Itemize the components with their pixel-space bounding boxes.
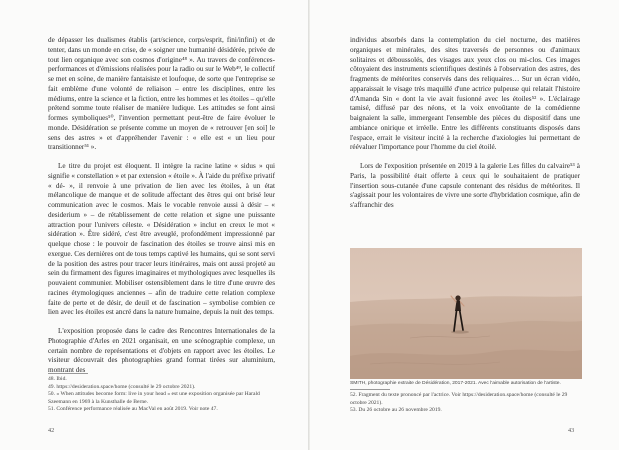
page-number: 42 (48, 427, 55, 434)
right-footnotes (350, 392, 580, 415)
footnote: 52. Fragment du texte prononcé par l'actrice. Voir https://desideration.space/home (consulté le 29 octobre 2021). (350, 392, 568, 406)
right-page (310, 0, 619, 450)
left-body-text (48, 36, 275, 376)
footnote-rule (48, 373, 88, 374)
footnote: 48. Ibid. (48, 376, 67, 382)
left-paragraph-3: L'exposition proposée dans le cadre des Rencontres Internationales de la Photographie d'Arles en 2021 organisait, en une scénographie complexe, un certain nombre de représentations et d'objets en rapport avec les étoiles. Le visiteur découvrait des photographies grand format tirées sur aluminium, montrant des (48, 327, 275, 374)
photo-caption: SMITH, photographie extraite de Désidération, 2017-2021. Avec l'aimable autorisation de l'artiste. (350, 381, 561, 386)
footnote: 49. https://desideration.space/home (consulté le 29 octobre 2021). (48, 383, 196, 390)
page-number: 43 (568, 427, 575, 434)
footnote: 53. Du 26 octobre au 26 novembre 2019. (350, 407, 442, 414)
right-paragraph-1: individus absorbés dans la contemplation du ciel nocturne, des matières organiques et minérales, des sites traversés de personnes ou d'animaux solitaires et déboussolés, des visages aux yeux clos ou mi-clos. Ces images côtoyaient des instruments scientifiques destinés à l'observation des astres, des fragments de météorites conservés dans des reliquaires… Sur un écran vidéo, apparaissait le visage très maquillé d'une actrice pulpeuse qui relatait l'histoire d'Amanda Sin « dont la vie avait fusionné avec les étoiles⁵² ». L'éclairage tamisé, diffusé par des néons, et la voix envoûtante de la comédienne baignaient la salle, immergeant l'ensemble des pièces du dispositif dans une ambiance onirique et irréelle. Entre les différents constituants disposés dans l'espace, errait le visiteur incité à la recherche d'axiologies lui permettant de réévaluer l'importance pour l'homme du ciel étoilé. (350, 36, 580, 152)
right-body-text (350, 36, 580, 211)
left-footnotes (48, 376, 275, 414)
desert-photograph (350, 248, 582, 379)
left-paragraph-1: de dépasser les dualismes établis (art/science, corps/esprit, fini/infini) et de tenter, dans un monde en crise, de « soigner une humanité désidérée, privée de tout lien organique avec son cosmos d'origine⁴⁸ ». Au travers de conférences-performances et d'émissions réalisées pour la radio ou sur le Web⁴⁹, le collectif se met en scène, de manière fantaisiste et loufoque, de sorte que l'entreprise se fait emblème d'une volonté de reliaison – entre les disciplines, entre les médiums, entre la science et la fiction, entre les hommes et les étoiles – qu'elle prétend somme toute réaliser de manière ludique. Les attitudes se font ainsi formes symboliques⁵⁰, l'invention permettant peut-être de faire évoluer le monde. Désidération se présente comme un moyen de « retrouver [en soi] le sens des astres » et d'appréhender l'avenir : « elle est « un lieu pour transitionner⁵¹ ». (48, 36, 275, 152)
right-paragraph-2: Lors de l'exposition présentée en 2019 à la galerie Les filles du calvaire⁵³ à Paris, la possibilité était offerte à ceux qui le souhaitaient de pratiquer l'insertion sous-cutanée d'une capsule contenant des résidus de météorites. Il s'agissait pour les volontaires de vivre une sorte d'hybridation cosmique, afin de s'affranchir des (350, 162, 580, 209)
footnote: 50. « When attitudes become form: live in your head » est une exposition organisée par Harald Szeemann en 1969 à la Kunsthalle de Berne. (48, 391, 260, 405)
left-paragraph-2: Le titre du projet est éloquent. Il intègre la racine latine « sidus » qui signifie « constellation » et par extension « étoile ». À l'aide du préfixe privatif « dé- », il renvoie à une privation de lien avec les étoiles, à un état mélancolique de manque et de solitude affectant des êtres qui ont brisé leur communication avec le cosmos. Mais le vocable renvoie aussi à désir – « desiderium » – de rétablissement de cette relation et signe une puissante attraction pour l'univers céleste. « Désidération » inclut en creux le mot « sidération ». Être sidéré, c'est être aveuglé, profondément impressionné par quelque chose : le pouvoir de fascination des étoiles se trouve ainsi mis en exergue. Ces dernières ont de tous temps captivé les humains, qui se sont servi de la position des astres pour tracer leurs itinéraires, mais ont aussi projeté au sein du firmament des figures imaginaires et mythologiques avec lesquelles ils pouvaient communier. Mobiliser ostensiblement dans le titre d'une œuvre des racines étymologiques anciennes – afin de traduire cette relation complexe faite de perte et de désir, de deuil et de fascination – symbolise combien ce lien avec les étoiles est ancré dans la nature humaine, depuis la nuit des temps. (48, 162, 275, 317)
left-page (0, 0, 309, 450)
footnote-rule (350, 389, 390, 390)
footnote: 51. Conférence performance réalisée au MacVal en août 2019. Voir note 47. (48, 406, 218, 413)
